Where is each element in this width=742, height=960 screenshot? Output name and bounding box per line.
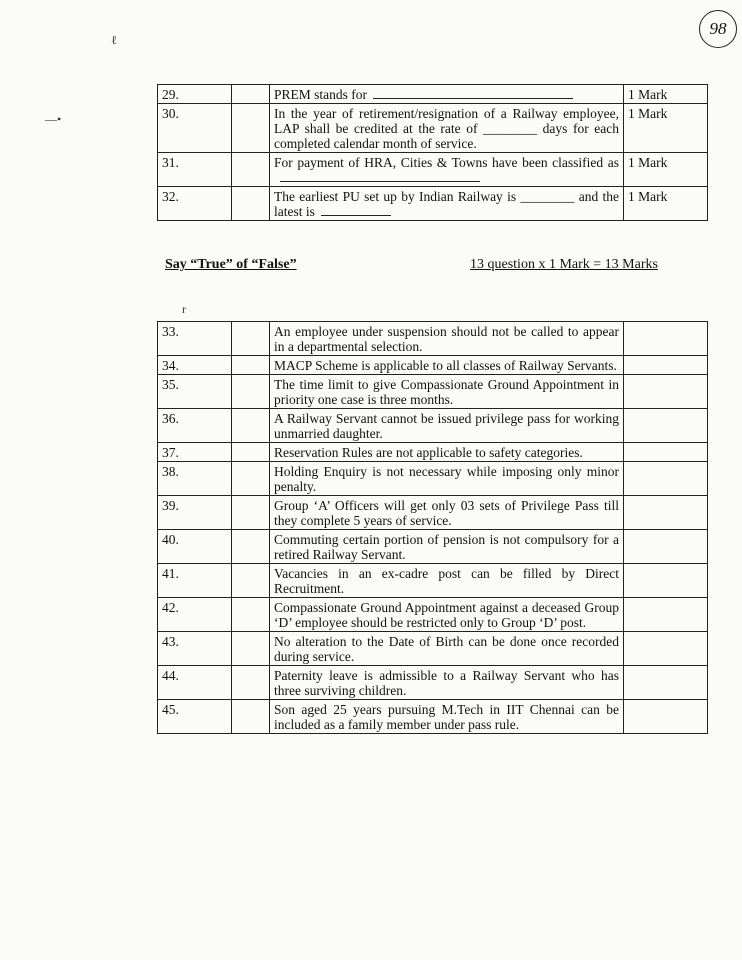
answer-cell bbox=[232, 666, 270, 700]
answer-cell bbox=[232, 153, 270, 187]
answer-blank-line bbox=[321, 205, 391, 216]
question-number: 38. bbox=[158, 462, 232, 496]
table-row bbox=[158, 496, 708, 530]
marks-cell bbox=[624, 322, 708, 356]
table-row bbox=[158, 85, 708, 104]
marks-cell bbox=[624, 443, 708, 462]
question-text bbox=[270, 187, 624, 221]
question-text-content: PREM stands for bbox=[274, 87, 368, 102]
marks-cell bbox=[624, 598, 708, 632]
question-text: The time limit to give Compassionate Ground Appointment in priority one case is three months. bbox=[270, 375, 624, 409]
marks-cell: 1 Mark bbox=[624, 104, 708, 153]
question-number: 37. bbox=[158, 443, 232, 462]
question-text: Vacancies in an ex-cadre post can be filled by Direct Recruitment. bbox=[270, 564, 624, 598]
question-text: Commuting certain portion of pension is not compulsory for a retired Railway Servant. bbox=[270, 530, 624, 564]
question-number: 30. bbox=[158, 104, 232, 153]
question-text: Paternity leave is admissible to a Railway Servant who has three surviving children. bbox=[270, 666, 624, 700]
marks-cell bbox=[624, 700, 708, 734]
question-number: 29. bbox=[158, 85, 232, 104]
marks-cell bbox=[624, 564, 708, 598]
question-text: An employee under suspension should not be called to appear in a departmental selection. bbox=[270, 322, 624, 356]
question-text-content: For payment of HRA, Cities & Towns have been classified as bbox=[274, 155, 619, 170]
question-number: 36. bbox=[158, 409, 232, 443]
marks-cell bbox=[624, 375, 708, 409]
marks-cell bbox=[624, 496, 708, 530]
section-marks: 13 question x 1 Mark = 13 Marks bbox=[470, 257, 658, 272]
question-text bbox=[270, 104, 624, 153]
table-row bbox=[158, 187, 708, 221]
question-number: 34. bbox=[158, 356, 232, 375]
stray-mark: ℓ bbox=[111, 33, 117, 47]
marks-cell bbox=[624, 666, 708, 700]
true-false-table bbox=[157, 321, 708, 734]
table-row bbox=[158, 632, 708, 666]
page-number: 98 bbox=[699, 10, 737, 48]
answer-cell bbox=[232, 700, 270, 734]
stray-mark: r bbox=[182, 302, 186, 316]
question-text: Group ‘A’ Officers will get only 03 sets of Privilege Pass till they complete 5 years of service. bbox=[270, 496, 624, 530]
answer-cell bbox=[232, 564, 270, 598]
answer-cell bbox=[232, 409, 270, 443]
question-text bbox=[270, 153, 624, 187]
answer-cell bbox=[232, 187, 270, 221]
question-number: 44. bbox=[158, 666, 232, 700]
question-text: No alteration to the Date of Birth can be done once recorded during service. bbox=[270, 632, 624, 666]
question-text: A Railway Servant cannot be issued privilege pass for working unmarried daughter. bbox=[270, 409, 624, 443]
answer-blank-line bbox=[373, 88, 573, 99]
question-text: Compassionate Ground Appointment against a deceased Group ‘D’ employee should be restricted only to Group ‘D’ post. bbox=[270, 598, 624, 632]
question-text: Reservation Rules are not applicable to safety categories. bbox=[270, 443, 624, 462]
question-text-content: In the year of retirement/resignation of a Railway employee, LAP shall be credited at the rate of ________ days for each completed calendar month of service. bbox=[274, 106, 619, 151]
answer-cell bbox=[232, 322, 270, 356]
marks-cell bbox=[624, 356, 708, 375]
short-answer-rows bbox=[158, 85, 708, 221]
question-number: 45. bbox=[158, 700, 232, 734]
table-row bbox=[158, 700, 708, 734]
question-text: Son aged 25 years pursuing M.Tech in IIT Chennai can be included as a family member under pass rule. bbox=[270, 700, 624, 734]
table-row bbox=[158, 598, 708, 632]
marks-cell bbox=[624, 632, 708, 666]
table-row bbox=[158, 462, 708, 496]
answer-cell bbox=[232, 598, 270, 632]
marks-cell: 1 Mark bbox=[624, 153, 708, 187]
table-row bbox=[158, 322, 708, 356]
marks-cell bbox=[624, 462, 708, 496]
answer-cell bbox=[232, 104, 270, 153]
question-number: 41. bbox=[158, 564, 232, 598]
answer-cell bbox=[232, 530, 270, 564]
question-text bbox=[270, 85, 624, 104]
table-row bbox=[158, 564, 708, 598]
marks-cell: 1 Mark bbox=[624, 187, 708, 221]
true-false-rows bbox=[158, 322, 708, 734]
question-number: 43. bbox=[158, 632, 232, 666]
marks-cell: 1 Mark bbox=[624, 85, 708, 104]
answer-cell bbox=[232, 496, 270, 530]
answer-blank-line bbox=[280, 171, 480, 182]
question-text: MACP Scheme is applicable to all classes of Railway Servants. bbox=[270, 356, 624, 375]
answer-cell bbox=[232, 443, 270, 462]
table-row bbox=[158, 530, 708, 564]
question-number: 31. bbox=[158, 153, 232, 187]
table-row bbox=[158, 153, 708, 187]
question-number: 35. bbox=[158, 375, 232, 409]
question-number: 42. bbox=[158, 598, 232, 632]
answer-cell bbox=[232, 356, 270, 375]
table-row bbox=[158, 443, 708, 462]
marks-cell bbox=[624, 409, 708, 443]
short-answer-table bbox=[157, 84, 708, 221]
stray-mark: —• bbox=[45, 112, 62, 126]
table-row bbox=[158, 375, 708, 409]
table-row bbox=[158, 104, 708, 153]
question-number: 40. bbox=[158, 530, 232, 564]
answer-cell bbox=[232, 375, 270, 409]
table-row bbox=[158, 409, 708, 443]
question-text-content: The earliest PU set up by Indian Railway is ________ and the latest is bbox=[274, 189, 619, 219]
question-number: 33. bbox=[158, 322, 232, 356]
answer-cell bbox=[232, 632, 270, 666]
question-number: 32. bbox=[158, 187, 232, 221]
question-text: Holding Enquiry is not necessary while imposing only minor penalty. bbox=[270, 462, 624, 496]
table-row bbox=[158, 356, 708, 375]
section-heading: Say “True” of “False” bbox=[165, 257, 297, 272]
answer-cell bbox=[232, 462, 270, 496]
marks-cell bbox=[624, 530, 708, 564]
question-number: 39. bbox=[158, 496, 232, 530]
answer-cell bbox=[232, 85, 270, 104]
table-row bbox=[158, 666, 708, 700]
